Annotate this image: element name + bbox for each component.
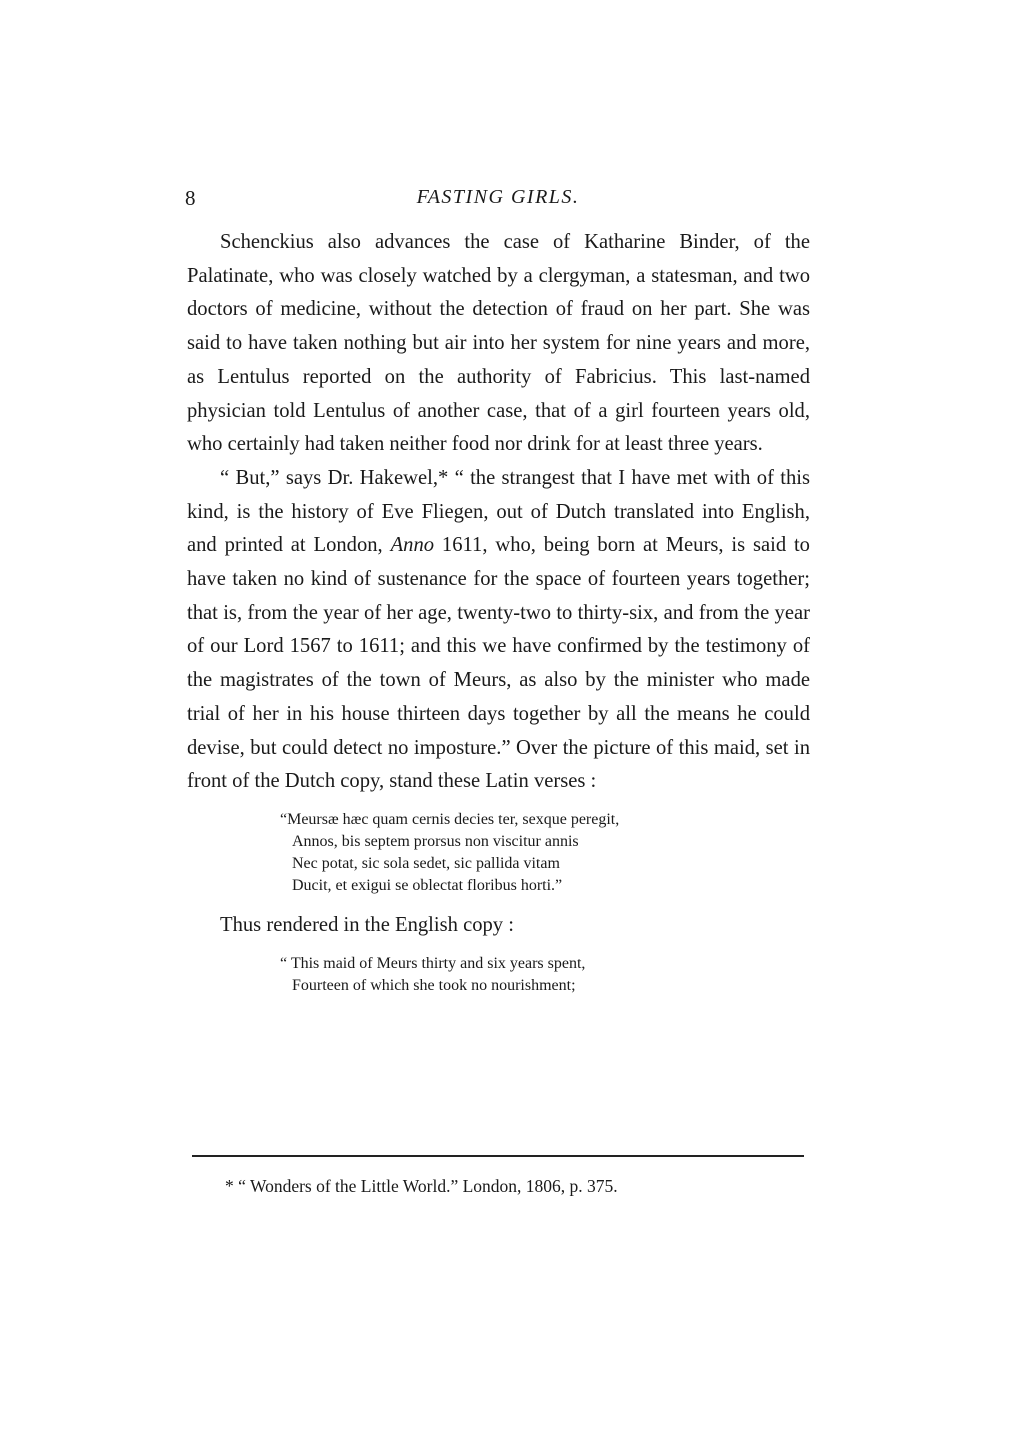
latin-verse — [280, 809, 810, 897]
page-number: 8 — [185, 186, 196, 210]
paragraph-hakewel-part2: 1611, who, being born at Meurs, is said to have taken no kind of sustenance for the space of fourteen years together; that is, from the year of her age, twenty-two to thirty-six, and from the year of our Lord 1567 to 1611; and this we have confirmed by the testimony of the magistrates of the town of Meurs, as also by the minister who made trial of her in his house thirteen days together by all the means he could devise, but could detect no imposture.” Over the picture of this maid, set in front of the Dutch copy, stand these Latin verses : — [187, 534, 810, 793]
latin-verse-line: Nec potat, sic sola sedet, sic pallida vitam — [292, 854, 560, 872]
english-verse-line: “ This maid of Meurs thirty and six years spent, — [280, 954, 586, 972]
english-verse — [280, 953, 810, 997]
body-text — [187, 226, 810, 1009]
latin-verse-line: Annos, bis septem prorsus non viscitur annis — [292, 832, 579, 850]
page-header — [185, 186, 811, 216]
footnote: * “ Wonders of the Little World.” London, 1806, p. 375. — [225, 1176, 618, 1196]
footnote-divider — [192, 1155, 804, 1157]
paragraph-hakewel — [187, 462, 810, 799]
english-verse-line: Fourteen of which she took no nourishment; — [292, 976, 576, 994]
paragraph-hakewel-part1: “ But,” says Dr. Hakewel,* “ the strangest that I have met with of this kind, is the history of Eve Fliegen, out of Dutch translated into English, and printed at London, — [187, 466, 810, 557]
paragraph-english-copy: Thus rendered in the English copy : — [220, 913, 514, 936]
latin-verse-line: “Meursæ hæc quam cernis decies ter, sexque peregit, — [280, 810, 620, 828]
anno-italic: Anno — [390, 534, 435, 557]
running-title: FASTING GIRLS. — [416, 186, 580, 208]
paragraph-binder: Schenckius also advances the case of Katharine Binder, of the Palatinate, who was closely watched by a clergyman, a statesman, and two doctors of medicine, without the detection of fraud on her part. She was said to have taken nothing but air into her system for nine years and more, as Lentulus reported on the authority of Fabricius. This last-named physician told Lentulus of another case, that of a girl fourteen years old, who certainly had taken neither food nor drink for at least three years. — [187, 231, 810, 456]
latin-verse-line: Ducit, et exigui se oblectat floribus horti.” — [292, 876, 563, 894]
